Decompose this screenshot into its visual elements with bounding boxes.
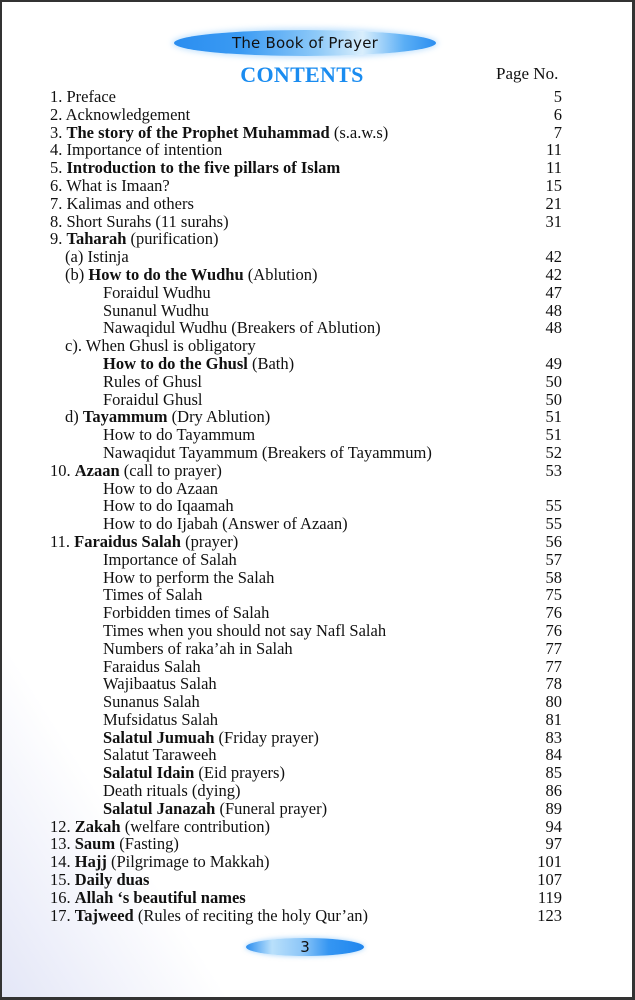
toc-entry-number: 15.	[50, 870, 75, 890]
toc-entry-page: 76	[545, 620, 562, 640]
toc-entry-page: 119	[537, 887, 562, 907]
toc-entry-text: When Ghusl is obligatory	[85, 336, 256, 356]
toc-entry-number: 12.	[50, 816, 75, 836]
toc-entry-page: 42	[545, 264, 562, 284]
toc-entry-page: 97	[545, 834, 562, 854]
toc-entry[interactable]	[50, 818, 562, 836]
toc-entry[interactable]	[50, 195, 562, 213]
toc-entry[interactable]	[50, 782, 562, 800]
toc-entry-title	[50, 889, 246, 907]
toc-entry-text: (Funeral prayer)	[215, 798, 328, 818]
toc-entry-text: Importance of Salah	[103, 549, 237, 569]
toc-entry-text: (Bath)	[247, 353, 295, 373]
toc-entry-title	[103, 675, 217, 693]
toc-entry-title	[50, 533, 238, 551]
contents-heading: CONTENTS	[240, 62, 364, 87]
toc-entry-page: 77	[545, 638, 562, 658]
toc-entry[interactable]	[50, 124, 562, 142]
toc-entry-title	[50, 213, 229, 231]
toc-entry-page: 53	[545, 460, 562, 480]
toc-entry-text: Istinja	[87, 247, 129, 267]
toc-entry-page: 21	[545, 193, 562, 213]
toc-entry[interactable]	[50, 177, 562, 195]
toc-entry-page: 7	[553, 122, 562, 142]
toc-entry[interactable]	[50, 835, 562, 853]
toc-entry-title	[103, 711, 218, 729]
toc-entry-page: 47	[545, 282, 562, 302]
toc-entry-text: (Friday prayer)	[214, 727, 319, 747]
toc-entry-number: 8.	[50, 211, 67, 231]
toc-entry-title	[103, 746, 217, 764]
toc-entry-page: 76	[545, 603, 562, 623]
toc-entry[interactable]	[50, 337, 562, 355]
toc-entry[interactable]	[50, 230, 562, 248]
toc-entry-page: 50	[545, 389, 562, 409]
toc-entry[interactable]	[50, 159, 562, 177]
toc-entry-bold-title: Introduction to the five pillars of Islam	[66, 158, 341, 178]
toc-entry-text: (purification)	[126, 229, 219, 249]
toc-entry-text: Foraidul Ghusl	[103, 389, 203, 409]
toc-entry-title	[103, 480, 218, 498]
toc-entry-page: 58	[545, 567, 562, 587]
toc-entry-page: 83	[545, 727, 562, 747]
toc-entry-number: (a)	[65, 247, 88, 267]
toc-entry[interactable]	[50, 853, 562, 871]
toc-entry[interactable]	[50, 373, 562, 391]
toc-entry-bold-title: Salatul Idain	[103, 763, 195, 783]
toc-entry-title	[103, 569, 274, 587]
toc-entry[interactable]	[50, 515, 562, 533]
toc-entry-title	[50, 835, 179, 853]
toc-entry-title	[103, 391, 202, 409]
toc-entry-title	[103, 426, 255, 444]
toc-entry-text: Rules of Ghusl	[103, 371, 202, 391]
toc-entry[interactable]	[50, 871, 562, 889]
toc-entry-title	[103, 640, 293, 658]
toc-entry[interactable]	[50, 586, 562, 604]
toc-entry[interactable]	[50, 408, 562, 426]
toc-entry-bold-title: Zakah	[74, 816, 121, 836]
toc-entry-text: How to do Azaan	[103, 478, 219, 498]
toc-entry-page: 42	[545, 247, 562, 267]
toc-entry-page: 86	[545, 781, 562, 801]
toc-entry-number: c).	[65, 336, 86, 356]
toc-entry-page: 81	[545, 709, 562, 729]
toc-entry-title	[50, 871, 149, 889]
toc-entry-text: (Eid prayers)	[194, 763, 285, 783]
toc-entry-page: 89	[545, 798, 562, 818]
toc-entry-title	[103, 355, 294, 373]
toc-entry[interactable]	[50, 266, 562, 284]
toc-entry-bold-title: Azaan	[74, 460, 120, 480]
toc-entry-bold-title: Taharah	[66, 229, 127, 249]
toc-entry-number: 14.	[50, 852, 75, 872]
toc-entry-title	[103, 373, 202, 391]
toc-entry-number: 13.	[50, 834, 75, 854]
toc-entry-number: 4.	[50, 140, 67, 160]
toc-entry-page: 50	[545, 371, 562, 391]
toc-entry-text: Wajibaatus Salah	[103, 674, 217, 694]
toc-entry[interactable]	[50, 693, 562, 711]
toc-entry[interactable]	[50, 302, 562, 320]
toc-entry-title	[50, 462, 222, 480]
toc-entry-title	[50, 818, 270, 836]
toc-entry-bold-title: Daily duas	[74, 870, 150, 890]
toc-entry-page: 75	[545, 585, 562, 605]
toc-entry[interactable]	[50, 88, 562, 106]
toc-entry-number: 6.	[50, 175, 67, 195]
toc-entry[interactable]	[50, 800, 562, 818]
toc-entry[interactable]	[50, 462, 562, 480]
toc-entry-title	[50, 195, 194, 213]
toc-entry-number: 16.	[50, 887, 75, 907]
toc-entry-bold-title: The story of the Prophet Muhammad	[66, 122, 330, 142]
page-number-badge	[246, 938, 364, 956]
toc-entry-text: How to do Ijabah (Answer of Azaan)	[103, 514, 348, 534]
toc-entry[interactable]	[50, 604, 562, 622]
toc-entry[interactable]	[50, 497, 562, 515]
toc-entry-title	[103, 497, 234, 515]
toc-entry-title	[103, 729, 319, 747]
book-title-banner	[174, 30, 436, 56]
toc-entry-text: (Fasting)	[115, 834, 179, 854]
table-of-contents	[50, 88, 562, 924]
toc-entry[interactable]	[50, 711, 562, 729]
toc-entry-page: 49	[545, 353, 562, 373]
toc-entry-bold-title: Salatul Jumuah	[103, 727, 215, 747]
toc-entry-number: 5.	[50, 158, 67, 178]
toc-entry-number: 1.	[50, 87, 67, 106]
toc-entry[interactable]	[50, 658, 562, 676]
toc-entry-title	[50, 106, 190, 124]
toc-entry[interactable]	[50, 551, 562, 569]
toc-entry-text: Forbidden times of Salah	[103, 603, 270, 623]
toc-entry-page: 56	[545, 531, 562, 551]
toc-entry-number: 17.	[50, 905, 75, 925]
toc-entry-title	[103, 622, 386, 640]
toc-entry-text: (Ablution)	[243, 264, 318, 284]
toc-entry-number: 10.	[50, 460, 75, 480]
toc-entry[interactable]	[50, 746, 562, 764]
toc-entry[interactable]	[50, 284, 562, 302]
toc-entry-page: 84	[545, 745, 562, 765]
toc-entry-text: How to do Iqaamah	[103, 496, 234, 516]
toc-entry[interactable]	[50, 213, 562, 231]
toc-entry-title	[50, 177, 170, 195]
toc-entry-page: 101	[537, 852, 562, 872]
toc-entry[interactable]	[50, 533, 562, 551]
toc-entry-page: 48	[545, 300, 562, 320]
toc-entry-page: 15	[545, 175, 562, 195]
toc-entry-title	[65, 266, 317, 284]
toc-entry-text: Kalimas and others	[66, 193, 194, 213]
toc-entry-page: 94	[545, 816, 562, 836]
toc-entry[interactable]	[50, 248, 562, 266]
toc-entry-bold-title: How to do the Wudhu	[88, 264, 244, 284]
toc-entry-text: Importance of intention	[66, 140, 223, 160]
toc-entry-title	[103, 444, 432, 462]
toc-entry-text: Times of Salah	[103, 585, 203, 605]
toc-entry-text: Short Surahs (11 surahs)	[66, 211, 229, 231]
toc-entry[interactable]	[50, 391, 562, 409]
toc-entry-page: 52	[545, 442, 562, 462]
toc-entry-title	[103, 693, 200, 711]
toc-entry-text: (call to prayer)	[119, 460, 222, 480]
toc-entry-page: 78	[545, 674, 562, 694]
toc-entry[interactable]	[50, 569, 562, 587]
toc-entry-text: Sunanul Wudhu	[103, 300, 209, 320]
toc-entry-title	[50, 230, 219, 248]
toc-entry-text: Foraidul Wudhu	[103, 282, 211, 302]
toc-entry-title	[50, 159, 340, 177]
toc-entry-text: What is Imaan?	[66, 175, 170, 195]
toc-entry-title	[103, 658, 201, 676]
toc-entry-page: 77	[545, 656, 562, 676]
toc-entry[interactable]	[50, 675, 562, 693]
toc-entry-page: 5	[553, 87, 562, 106]
toc-entry-page: 80	[545, 692, 562, 712]
toc-entry-title	[50, 141, 222, 159]
toc-entry-page: 55	[545, 514, 562, 534]
toc-entry-number: 11.	[50, 531, 75, 551]
toc-entry-page: 11	[546, 158, 562, 178]
toc-entry-text: (welfare contribution)	[120, 816, 270, 836]
toc-entry-text: (prayer)	[180, 531, 239, 551]
toc-entry-page: 55	[545, 496, 562, 516]
toc-entry[interactable]	[50, 622, 562, 640]
toc-entry[interactable]	[50, 319, 562, 337]
toc-entry-title	[103, 284, 211, 302]
toc-entry-title	[103, 551, 237, 569]
toc-entry-number: 7.	[50, 193, 67, 213]
toc-entry[interactable]	[50, 444, 562, 462]
toc-entry-title	[103, 586, 202, 604]
toc-entry[interactable]	[50, 640, 562, 658]
book-title: The Book of Prayer	[231, 34, 378, 52]
toc-entry-text: Sunanus Salah	[103, 692, 200, 712]
toc-entry-bold-title: Salatul Janazah	[103, 798, 216, 818]
toc-entry-title	[50, 124, 388, 142]
toc-entry-number: d)	[65, 407, 83, 427]
toc-entry[interactable]	[50, 141, 562, 159]
toc-entry[interactable]	[50, 106, 562, 124]
toc-entry-text: Salatut Taraweeh	[103, 745, 217, 765]
toc-entry-title	[103, 319, 381, 337]
toc-entry[interactable]	[50, 426, 562, 444]
toc-entry-text: Nawaqidul Wudhu (Breakers of Ablution)	[103, 318, 381, 338]
toc-entry-title	[50, 853, 270, 871]
toc-entry-bold-title: Tajweed	[74, 905, 134, 925]
toc-entry-bold-title: How to do the Ghusl	[103, 353, 248, 373]
toc-entry-title	[65, 408, 270, 426]
toc-entry[interactable]	[50, 764, 562, 782]
page-number: 3	[300, 938, 310, 956]
toc-entry-text: Mufsidatus Salah	[103, 709, 219, 729]
toc-entry-text: Times when you should not say Nafl Salah	[103, 620, 387, 640]
toc-entry-bold-title: Tayammum	[82, 407, 168, 427]
toc-entry-page: 57	[545, 549, 562, 569]
toc-entry-title	[50, 907, 368, 925]
toc-entry-page: 48	[545, 318, 562, 338]
toc-entry-title	[103, 515, 348, 533]
toc-entry-text: (Rules of reciting the holy Qur’an)	[133, 905, 369, 925]
toc-entry-number: 2.	[50, 104, 66, 124]
toc-entry-text: Death rituals (dying)	[103, 781, 241, 801]
toc-entry[interactable]	[50, 729, 562, 747]
toc-entry-text: Numbers of raka’ah in Salah	[103, 638, 293, 658]
toc-entry-title	[103, 604, 269, 622]
toc-entry-title	[103, 782, 240, 800]
toc-entry-number: 3.	[50, 122, 67, 142]
toc-entry-title	[103, 800, 327, 818]
toc-entry-text: Nawaqidut Tayammum (Breakers of Tayammum)	[103, 442, 432, 462]
toc-entry[interactable]	[50, 907, 562, 925]
toc-entry-text: (Dry Ablution)	[167, 407, 271, 427]
toc-entry-title	[65, 337, 256, 355]
toc-entry-page: 6	[553, 104, 562, 124]
toc-entry[interactable]	[50, 480, 562, 498]
toc-entry-page: 51	[545, 407, 562, 427]
toc-entry-title	[103, 764, 285, 782]
toc-entry-text: How to do Tayammum	[103, 425, 256, 445]
toc-entry-text: (s.a.w.s)	[329, 122, 389, 142]
toc-entry-number: (b)	[65, 264, 89, 284]
toc-entry-bold-title: Saum	[74, 834, 116, 854]
toc-entry-page: 11	[546, 140, 562, 160]
toc-entry[interactable]	[50, 889, 562, 907]
toc-entry-page: 107	[537, 870, 562, 890]
page-number-column-header: Page No.	[496, 64, 559, 83]
toc-entry-title	[65, 248, 129, 266]
toc-entry-bold-title: Hajj	[74, 852, 107, 872]
toc-entry-bold-title: Allah ‘s beautiful names	[74, 887, 246, 907]
toc-entry[interactable]	[50, 355, 562, 373]
toc-entry-text: (Pilgrimage to Makkah)	[106, 852, 270, 872]
toc-entry-title	[103, 302, 209, 320]
toc-entry-page: 123	[537, 905, 562, 925]
toc-entry-title	[50, 88, 116, 106]
toc-entry-text: Acknowledgement	[65, 104, 191, 124]
toc-entry-page: 51	[545, 425, 562, 445]
toc-entry-page: 85	[545, 763, 562, 783]
toc-entry-number: 9.	[50, 229, 67, 249]
toc-entry-text: How to perform the Salah	[103, 567, 275, 587]
toc-entry-page: 31	[545, 211, 562, 231]
toc-entry-text: Faraidus Salah	[103, 656, 201, 676]
toc-entry-bold-title: Faraidus Salah	[74, 531, 181, 551]
toc-entry-text: Preface	[66, 87, 116, 106]
